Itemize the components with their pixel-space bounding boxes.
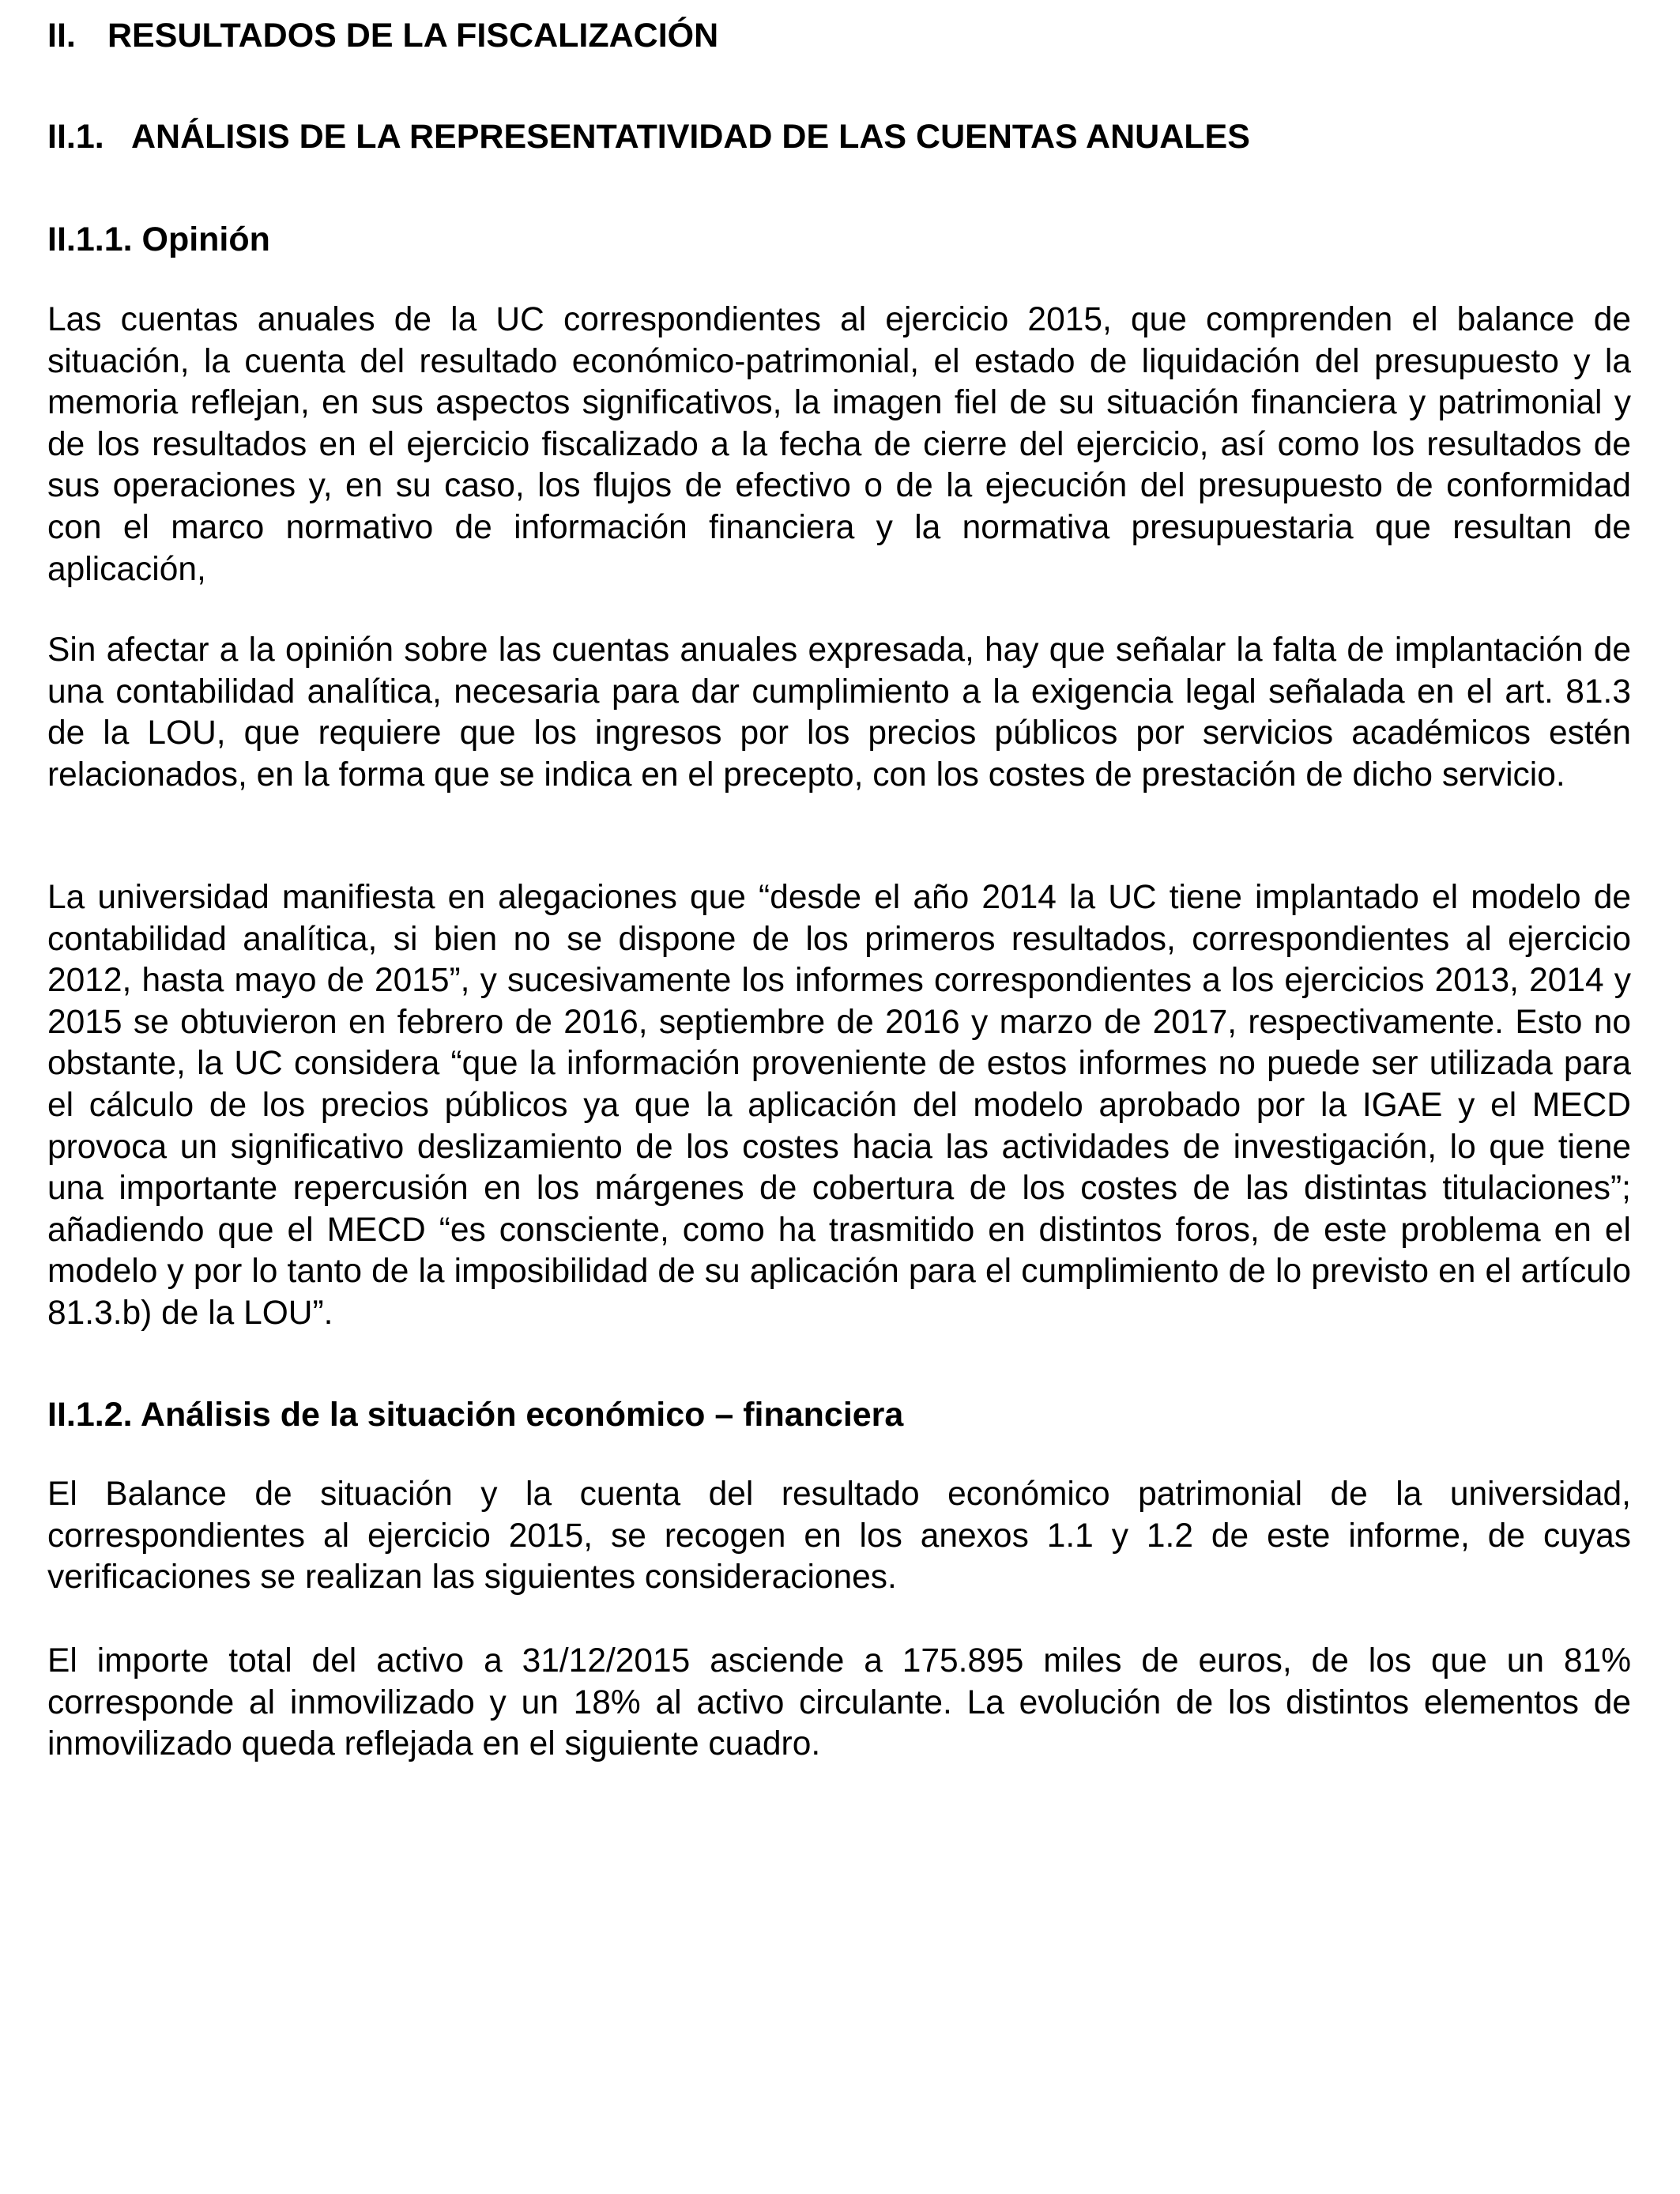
- opinion-paragraph-2: Sin afectar a la opinión sobre las cuentas anuales expresada, hay que señalar la falta de implantación de una contabilidad analítica, necesaria para dar cumplimiento a la exigencia legal señalada en el art. 81.3 de la LOU, que requiere que los ingresos por los precios públicos por servicios académicos estén relacionados, en la forma que se indica en el precepto, con los costes de prestación de dicho servicio.: [47, 631, 1631, 794]
- opinion-heading: II.1.1. Opinión: [47, 221, 270, 258]
- section-title: RESULTADOS DE LA FISCALIZACIÓN: [107, 17, 719, 55]
- analysis-heading: II.1.2. Análisis de la situación económico – financiera: [47, 1396, 904, 1434]
- analysis-paragraph-1: El Balance de situación y la cuenta del resultado económico patrimonial de la universidad, correspondientes al ejercicio 2015, se recogen en los anexos 1.1 y 1.2 de este informe, de cuyas verificaciones se realizan las siguientes consideraciones.: [47, 1476, 1631, 1596]
- section-heading: [47, 14, 718, 57]
- opinion-paragraph-3: La universidad manifiesta en alegaciones que “desde el año 2014 la UC tiene implantado el modelo de contabilidad analítica, si bien no se dispone de los primeros resultados, correspondientes al ejercicio 2012, hasta mayo de 2015”, y sucesivamente los informes correspondientes a los ejercicios 2013, 2014 y 2015 se obtuvieron en febrero de 2016, septiembre de 2016 y marzo de 2017, respectivamente. Esto no obstante, la UC considera “que la información proveniente de estos informes no puede ser utilizada para el cálculo de los precios públicos ya que la aplicación del modelo aprobado por la IGAE y el MECD provoca un significativo deslizamiento de los costes hacia las actividades de investigación, lo que tiene una importante repercusión en los márgenes de cobertura de los costes de las distintas titulaciones”; añadiendo que el MECD “es consciente, como ha trasmitido en distintos foros, de este problema en el modelo y por lo tanto de la imposibilidad de su aplicación para el cumplimiento de lo previsto en el artículo 81.3.b) de la LOU”.: [47, 879, 1631, 1332]
- section-number: II.: [47, 17, 76, 55]
- subsection-number: II.1.: [47, 118, 104, 156]
- analysis-paragraph-2: El importe total del activo a 31/12/2015 asciende a 175.895 miles de euros, de los que un 81% corresponde al inmovilizado y un 18% al activo circulante. La evolución de los distintos elementos de inmovilizado queda reflejada en el siguiente cuadro.: [47, 1642, 1631, 1763]
- opinion-paragraph-1: Las cuentas anuales de la UC correspondientes al ejercicio 2015, que comprenden el balance de situación, la cuenta del resultado económico-patrimonial, el estado de liquidación del presupuesto y la memoria reflejan, en sus aspectos significativos, la imagen fiel de su situación financiera y patrimonial y de los resultados en el ejercicio fiscalizado a la fecha de cierre del ejercicio, así como los resultados de sus operaciones y, en su caso, los flujos de efectivo o de la ejecución del presupuesto de conformidad con el marco normativo de información financiera y la normativa presupuestaria que resultan de aplicación,: [47, 301, 1631, 588]
- subsection-title: ANÁLISIS DE LA REPRESENTATIVIDAD DE LAS CUENTAS ANUALES: [131, 118, 1250, 156]
- subsection-heading: [47, 115, 1250, 158]
